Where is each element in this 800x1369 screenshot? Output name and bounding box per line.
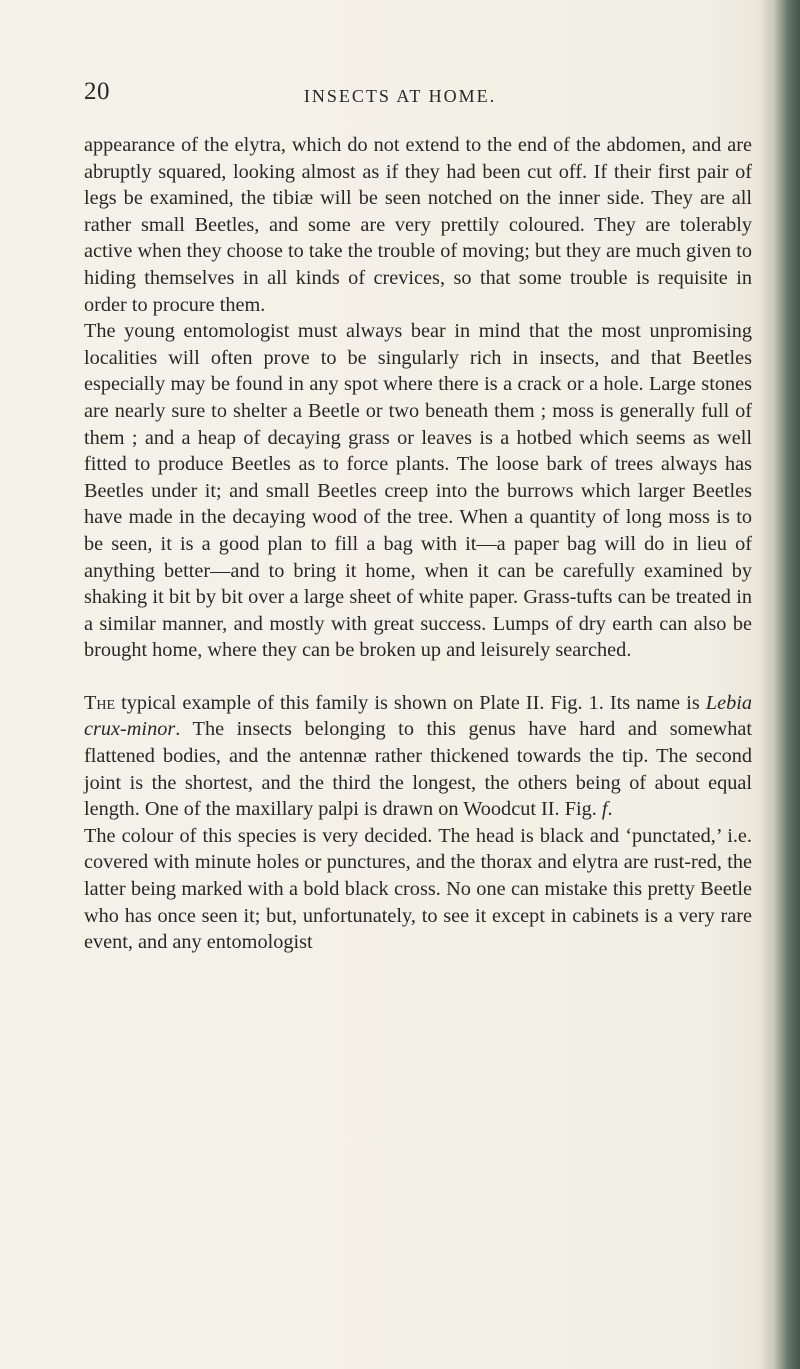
species-name: Lebia crux-minor bbox=[84, 691, 752, 741]
paragraph bbox=[84, 690, 752, 823]
running-title: INSECTS AT HOME. bbox=[303, 86, 497, 106]
body-text bbox=[84, 132, 752, 956]
paragraph: appearance of the elytra, which do not extend to the end of the abdomen, and are abruptly squared, looking almost as if they had been cut off. If their first pair of legs be examined, the tibiæ will be seen notched on the inner side. They are all rather small Beetles, and some are very prettily coloured. They are tolerably active when they choose to take the trouble of moving; but they are much given to hiding themselves in all kinds of crevices, so that some trouble is requisite in order to procure them. bbox=[84, 134, 752, 316]
paragraph-text: . The insects belonging to this genus have hard and somewhat flattened bodies, and the antennæ rather thickened towards the tip. The second joint is the shortest, and the third the longest, the others being of about equal length. One of the maxillary palpi is drawn on Woodcut II. Fig. bbox=[84, 718, 752, 821]
page-edge-shadow bbox=[760, 0, 800, 1369]
figure-letter: f bbox=[601, 798, 608, 821]
paragraph-text: typical example of this family is shown on Plate II. Fig. 1. Its name is bbox=[115, 691, 706, 714]
paragraph-text: . bbox=[607, 798, 613, 821]
paragraph: The colour of this species is very decided. The head is black and ‘punctated,’ i.e. covered with minute holes or punctures, and the thorax and elytra are rust-red, the latter being marked with a bold black cross. No one can mistake this pretty Beetle who has once seen it; but, unfortunately, to see it except in cabinets is a very rare event, and any entomologist bbox=[84, 824, 752, 954]
section-gap bbox=[84, 664, 752, 690]
paragraph: The young entomologist must always bear in mind that the most unpromising localities will often prove to be singularly rich in insects, and that Beetles especially may be found in any spot where there is a crack or a hole. Large stones are nearly sure to shelter a Beetle or two beneath them ; moss is generally full of them ; and a heap of decaying grass or leaves is a hotbed which seems as well fitted to produce Beetles as to force plants. The loose bark of trees always has Beetles under it; and small Beetles creep into the burrows which larger Beetles have made in the decaying wood of the tree. When a quantity of long moss is to be seen, it is a good plan to fill a bag with it—a paper bag will do in lieu of anything better—and to bring it home, when it can be carefully examined by shaking it bit by bit over a large sheet of white paper. Grass-tufts can be treated in a similar manner, and mostly with great success. Lumps of dry earth can also be brought home, where they can be broken up and leisurely searched. bbox=[84, 320, 752, 662]
lead-word: The bbox=[84, 691, 116, 714]
page-number: 20 bbox=[84, 78, 110, 105]
